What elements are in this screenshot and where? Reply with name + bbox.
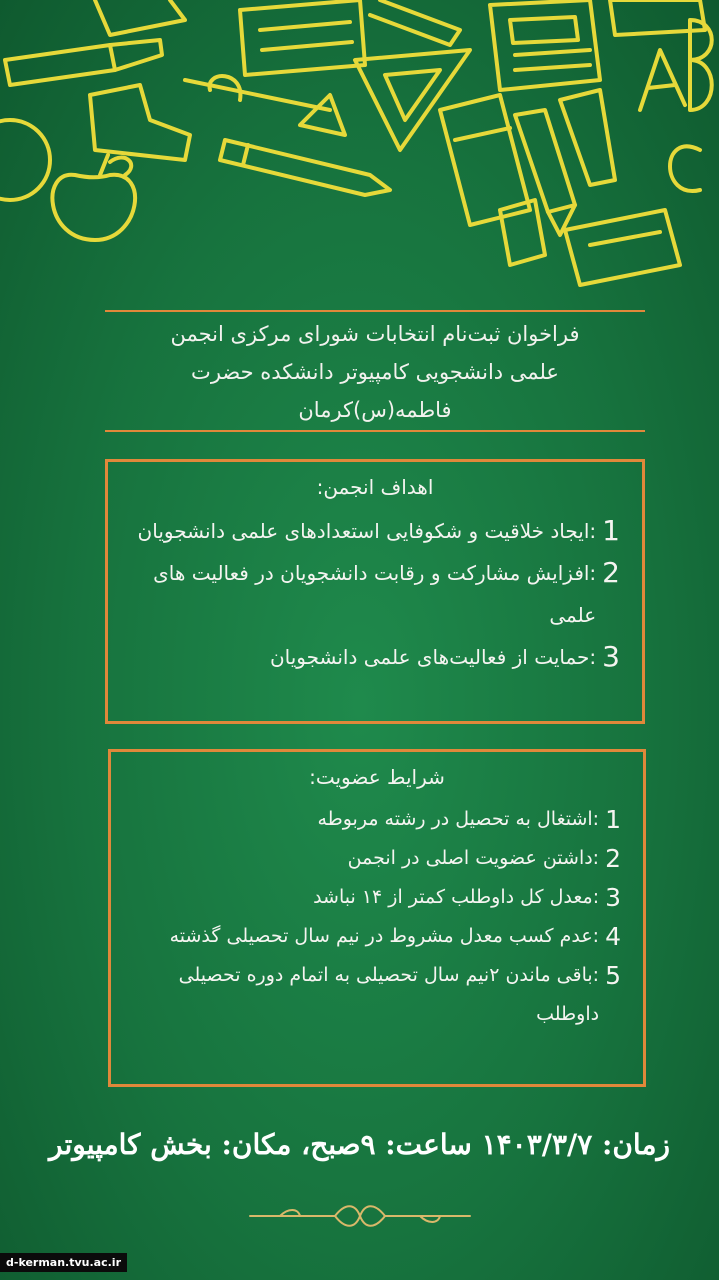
title-line-1: فراخوان ثبت‌نام انتخابات شورای مرکزی انجمن (170, 322, 580, 346)
goal-text: :افزایش مشارکت و رقابت دانشجویان در فعالیت های علمی (153, 561, 597, 627)
goal-item (130, 510, 620, 552)
condition-item (133, 800, 621, 839)
condition-number: 3 (605, 883, 621, 912)
goal-number: 2 (602, 556, 620, 589)
title-top-divider (105, 310, 645, 312)
goals-heading: اهداف انجمن: (316, 475, 434, 499)
event-time-location: زمان: ۱۴۰۳/۳/۷ ساعت: ۹صبح، مکان: بخش کامپیوتر (49, 1128, 670, 1161)
condition-item (133, 878, 621, 917)
condition-item (133, 839, 621, 878)
condition-number: 5 (605, 961, 621, 990)
condition-item (133, 956, 621, 1034)
goal-text: :ایجاد خلاقیت و شکوفایی استعدادهای علمی دانشجویان (137, 519, 597, 543)
condition-text: :داشتن عضویت اصلی در انجمن (347, 847, 600, 869)
condition-text: :باقی ماندن ۲نیم سال تحصیلی به اتمام دوره تحصیلی داوطلب (178, 964, 600, 1025)
goals-box (105, 459, 645, 724)
website-link[interactable]: d-kerman.tvu.ac.ir (0, 1253, 127, 1272)
title-bottom-divider (105, 430, 645, 432)
condition-number: 1 (605, 805, 621, 834)
goal-number: 3 (602, 640, 620, 673)
condition-text: :عدم کسب معدل مشروط در نیم سال تحصیلی گذشته (169, 925, 600, 947)
condition-text: :اشتغال به تحصیل در رشته مربوطه (317, 808, 600, 830)
condition-item (133, 917, 621, 956)
school-doodles-illustration (0, 0, 719, 300)
goal-number: 1 (602, 514, 620, 547)
goal-item (130, 552, 620, 636)
title-line-2: علمی دانشجویی کامپیوتر دانشکده حضرت (191, 360, 559, 384)
ornament-divider-icon (240, 1203, 480, 1229)
condition-number: 2 (605, 844, 621, 873)
announcement-title (110, 315, 640, 429)
condition-text: :معدل کل داوطلب کمتر از ۱۴ نباشد (313, 886, 600, 908)
goal-text: :حمایت از فعالیت‌های علمی دانشجویان (269, 645, 597, 669)
title-line-3: فاطمه(س)کرمان (298, 398, 452, 422)
condition-number: 4 (605, 922, 621, 951)
goal-item (130, 636, 620, 678)
conditions-box (108, 749, 646, 1087)
conditions-heading: شرایط عضویت: (309, 765, 445, 789)
